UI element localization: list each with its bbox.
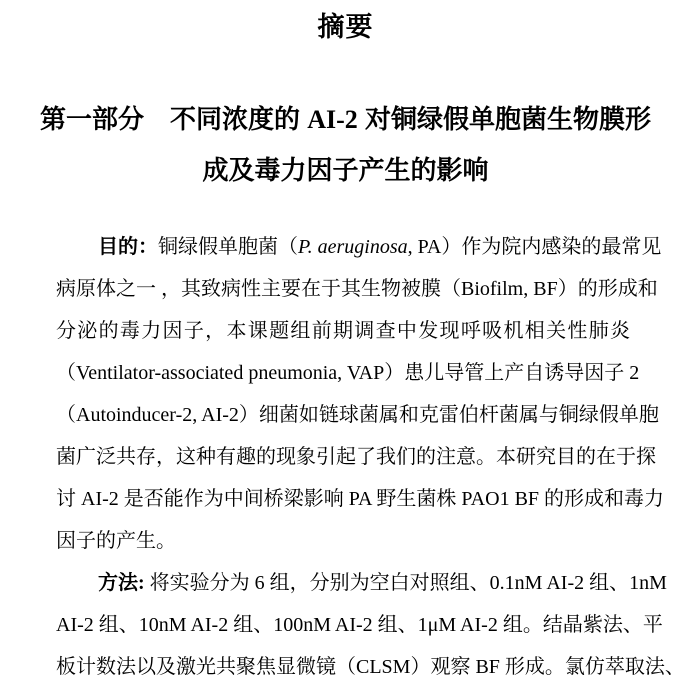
section-heading-ai2: AI-2 <box>307 105 358 134</box>
methods-label: 方法: <box>98 572 145 594</box>
text-line: 菌广泛共存，这种有趣的现象引起了我们的注意。本研究目的在于探 <box>56 446 656 468</box>
species-name-italic: P. aeruginosa <box>298 236 408 258</box>
page-title: 摘要 <box>317 12 374 42</box>
section-heading-text: 对铜绿假单胞菌生物膜形 <box>357 104 652 134</box>
text-segment: 将实验分为 6 组，分别为空白对照组、0.1nM AI-2 组、1nM <box>144 572 667 594</box>
text-segment: 铜绿假单胞菌（ <box>158 236 298 258</box>
text-line: 因子的产生。 <box>56 530 176 552</box>
text-segment: , PA）作为院内感染的最常见 <box>407 236 662 258</box>
text-line <box>56 562 667 604</box>
text-line: （Ventilator-associated pneumonia, VAP）患儿导管上产自诱导因子 2 <box>56 362 640 384</box>
text-line: AI-2 组、10nM AI-2 组、100nM AI-2 组、1μM AI-2 组。结晶紫法、平 <box>56 614 663 636</box>
text-line <box>56 226 662 268</box>
text-line: 病原体之一 ，其致病性主要在于其生物被膜（Biofilm, BF）的形成和 <box>56 278 658 300</box>
purpose-label: 目的： <box>98 236 158 258</box>
abstract-body <box>56 226 685 688</box>
text-line: 板计数法以及激光共聚焦显微镜（CLSM）观察 BF 形成。氯仿萃取法、 <box>56 656 685 678</box>
text-line: 分泌的毒力因子，本课题组前期调查中发现呼吸机相关性肺炎 <box>56 320 630 342</box>
text-line: 讨 AI-2 是否能作为中间桥梁影响 PA 野生菌株 PAO1 BF 的形成和毒力 <box>56 488 665 510</box>
section-heading <box>33 94 658 195</box>
section-heading-line2: 成及毒力因子产生的影响 <box>202 155 489 185</box>
section-heading-text: 第一部分 不同浓度的 <box>39 104 308 134</box>
text-line: （Autoinducer-2, AI-2）细菌如链球菌属和克雷伯杆菌属与铜绿假单胞 <box>56 404 659 426</box>
